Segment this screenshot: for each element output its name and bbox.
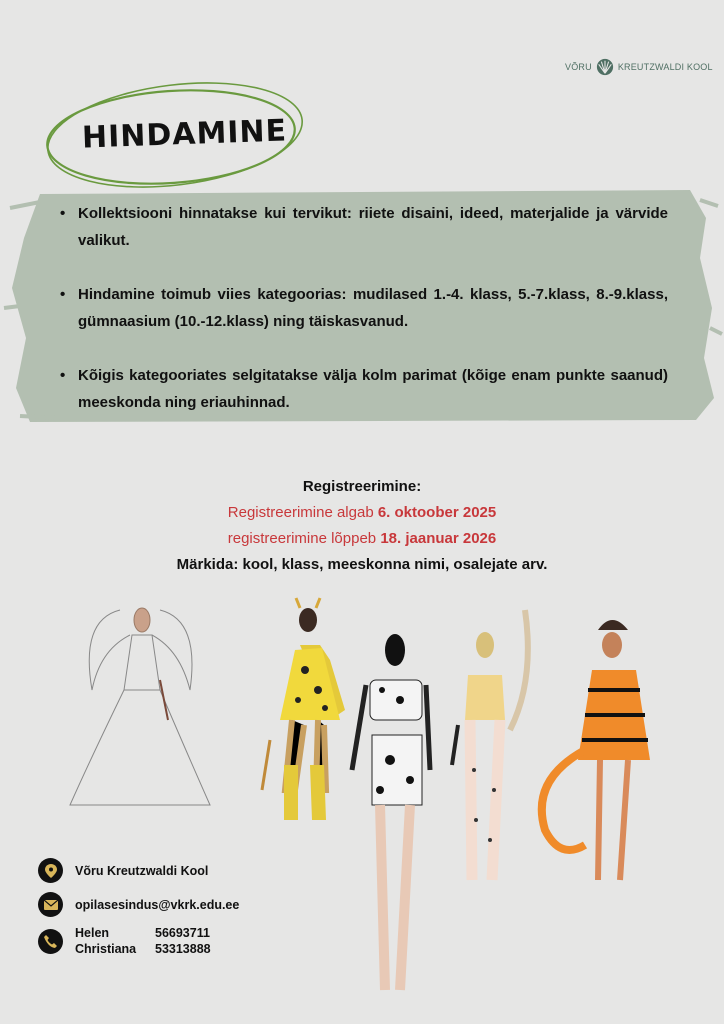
bullet-item: • Kollektsiooni hinnatakse kui tervikut: riiete disaini, ideed, materjalide ja värvide valikut. — [60, 200, 668, 254]
contact-school — [38, 858, 239, 883]
contact-name: Helen — [75, 926, 110, 940]
envelope-icon — [38, 892, 63, 917]
phone-list — [75, 926, 211, 956]
email-link[interactable]: opilasesindus@vkrk.edu.ee — [75, 897, 240, 912]
contact-block — [38, 858, 239, 965]
contact-number[interactable]: 56693711 — [155, 926, 210, 940]
school-name: Võru Kreutzwaldi Kool — [75, 863, 209, 878]
bullet-list — [60, 200, 668, 443]
page-title: HINDAMINE — [81, 113, 288, 156]
registration-section — [0, 474, 724, 578]
logo-text-right: KREUTZWALDI KOOL — [617, 62, 713, 72]
angel-sketch — [70, 608, 210, 805]
contact-number[interactable]: 53313888 — [155, 942, 211, 956]
phone-icon — [38, 929, 63, 954]
heading-oval — [38, 75, 308, 195]
registration-start — [0, 500, 724, 526]
location-pin-icon — [38, 858, 63, 883]
contact-phones — [38, 926, 239, 956]
shell-icon — [596, 58, 614, 76]
bullet-item: • Hindamine toimub viies kategoorias: mudilased 1.-4. klass, 5.-7.klass, 8.-9.klass, gümnaasium (10.-12.klass) ning täiskasvanud. — [60, 281, 668, 335]
leopard-outfit-figure — [452, 610, 528, 880]
tiger-outfit-figure — [542, 620, 650, 880]
registration-end-date: 18. jaanuar 2026 — [380, 530, 497, 547]
registration-start-date: 6. oktoober 2025 — [377, 504, 497, 521]
giraffe-dress-figure — [262, 598, 345, 820]
registration-start-text: Registreerimine algab — [227, 504, 374, 521]
registration-end-text: registreerimine lõppeb — [227, 530, 377, 547]
registration-heading: Registreerimine: — [302, 478, 422, 495]
registration-note: Märkida: kool, klass, meeskonna nimi, osalejate arv. — [176, 556, 548, 573]
cow-print-figure — [352, 634, 430, 990]
logo-text-left: VÕRU — [565, 62, 592, 72]
contact-email — [38, 892, 239, 917]
school-logo — [565, 58, 713, 76]
contact-name: Christiana — [75, 942, 137, 956]
registration-end — [0, 526, 724, 552]
bullet-item: • Kõigis kategooriates selgitatakse välja kolm parimat (kõige enam punkte saanud) meeskonda ning eriauhinnad. — [60, 362, 668, 416]
